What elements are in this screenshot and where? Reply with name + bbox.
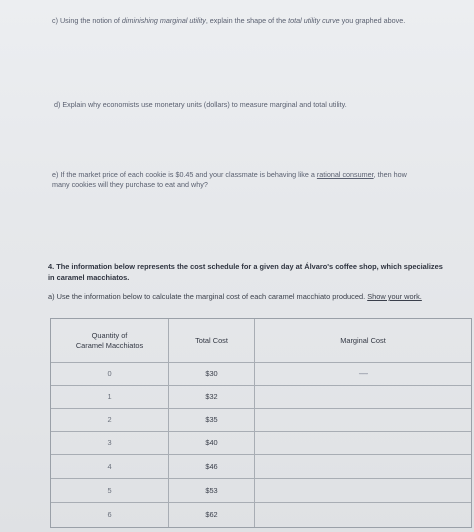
total-cost-cell: $30 xyxy=(169,363,255,385)
question-c-text-middle: , explain the shape of the xyxy=(205,16,289,25)
quantity-cell: 1 xyxy=(51,386,169,408)
question-4-heading: 4. The information below represents the cost schedule for a given day at Álvaro's coffee shop, which specializes in caramel macchiatos. xyxy=(48,262,443,282)
question-c xyxy=(52,16,422,26)
quantity-cell: 2 xyxy=(51,409,169,431)
table-row xyxy=(51,386,471,409)
question-4a-text: a) Use the information below to calculate the marginal cost of each caramel macchiato produced. xyxy=(48,292,368,301)
header-quantity-line2: Caramel Macchiatos xyxy=(75,340,144,350)
header-quantity-line1: Quantity of xyxy=(91,330,128,340)
question-d: d) Explain why economists use monetary units (dollars) to measure marginal and total utility. xyxy=(54,100,347,109)
marginal-cost-cell[interactable] xyxy=(255,455,471,478)
show-your-work-link[interactable]: Show your work. xyxy=(367,292,422,301)
table-row xyxy=(51,503,471,527)
question-e-text-after: , then how many cookies will they purchase to eat and why? xyxy=(52,170,407,189)
total-cost-cell: $35 xyxy=(169,409,255,431)
question-c-text-after: you graphed above. xyxy=(339,16,406,25)
question-c-emph-diminishing: diminishing marginal utility xyxy=(121,16,206,25)
table-row xyxy=(51,363,471,386)
question-c-text-before: c) Using the notion of xyxy=(52,16,122,25)
table-row xyxy=(51,479,471,503)
question-c-emph-total-utility: total utility curve xyxy=(288,16,340,25)
marginal-cost-cell: ------ xyxy=(358,369,368,378)
quantity-cell: 3 xyxy=(51,432,169,454)
header-total-cost: Total Cost xyxy=(169,319,255,362)
marginal-cost-cell[interactable] xyxy=(255,386,471,408)
marginal-cost-cell[interactable] xyxy=(255,409,471,431)
header-marginal-cost: Marginal Cost xyxy=(340,335,386,345)
marginal-cost-cell[interactable] xyxy=(255,503,471,527)
question-e-text-before: e) If the market price of each cookie is $0.45 and your classmate is behaving like a xyxy=(52,170,317,179)
total-cost-cell: $46 xyxy=(169,455,255,478)
quantity-cell: 0 xyxy=(51,363,169,385)
header-quantity xyxy=(51,319,169,362)
table-row xyxy=(51,409,471,432)
total-cost-cell: $62 xyxy=(169,503,255,527)
quantity-cell: 5 xyxy=(51,479,169,502)
table-header-row xyxy=(51,319,471,363)
question-4a xyxy=(48,292,448,303)
question-e xyxy=(52,170,422,190)
total-cost-cell: $32 xyxy=(169,386,255,408)
table-row xyxy=(51,432,471,455)
cost-schedule-table xyxy=(50,318,472,528)
quantity-cell: 6 xyxy=(51,503,169,527)
rational-consumer-link[interactable]: rational consumer xyxy=(316,170,374,179)
table-row xyxy=(51,455,471,479)
marginal-cost-cell[interactable] xyxy=(255,432,471,454)
quantity-cell: 4 xyxy=(51,455,169,478)
marginal-cost-cell[interactable] xyxy=(255,479,471,502)
total-cost-cell: $53 xyxy=(169,479,255,502)
total-cost-cell: $40 xyxy=(169,432,255,454)
